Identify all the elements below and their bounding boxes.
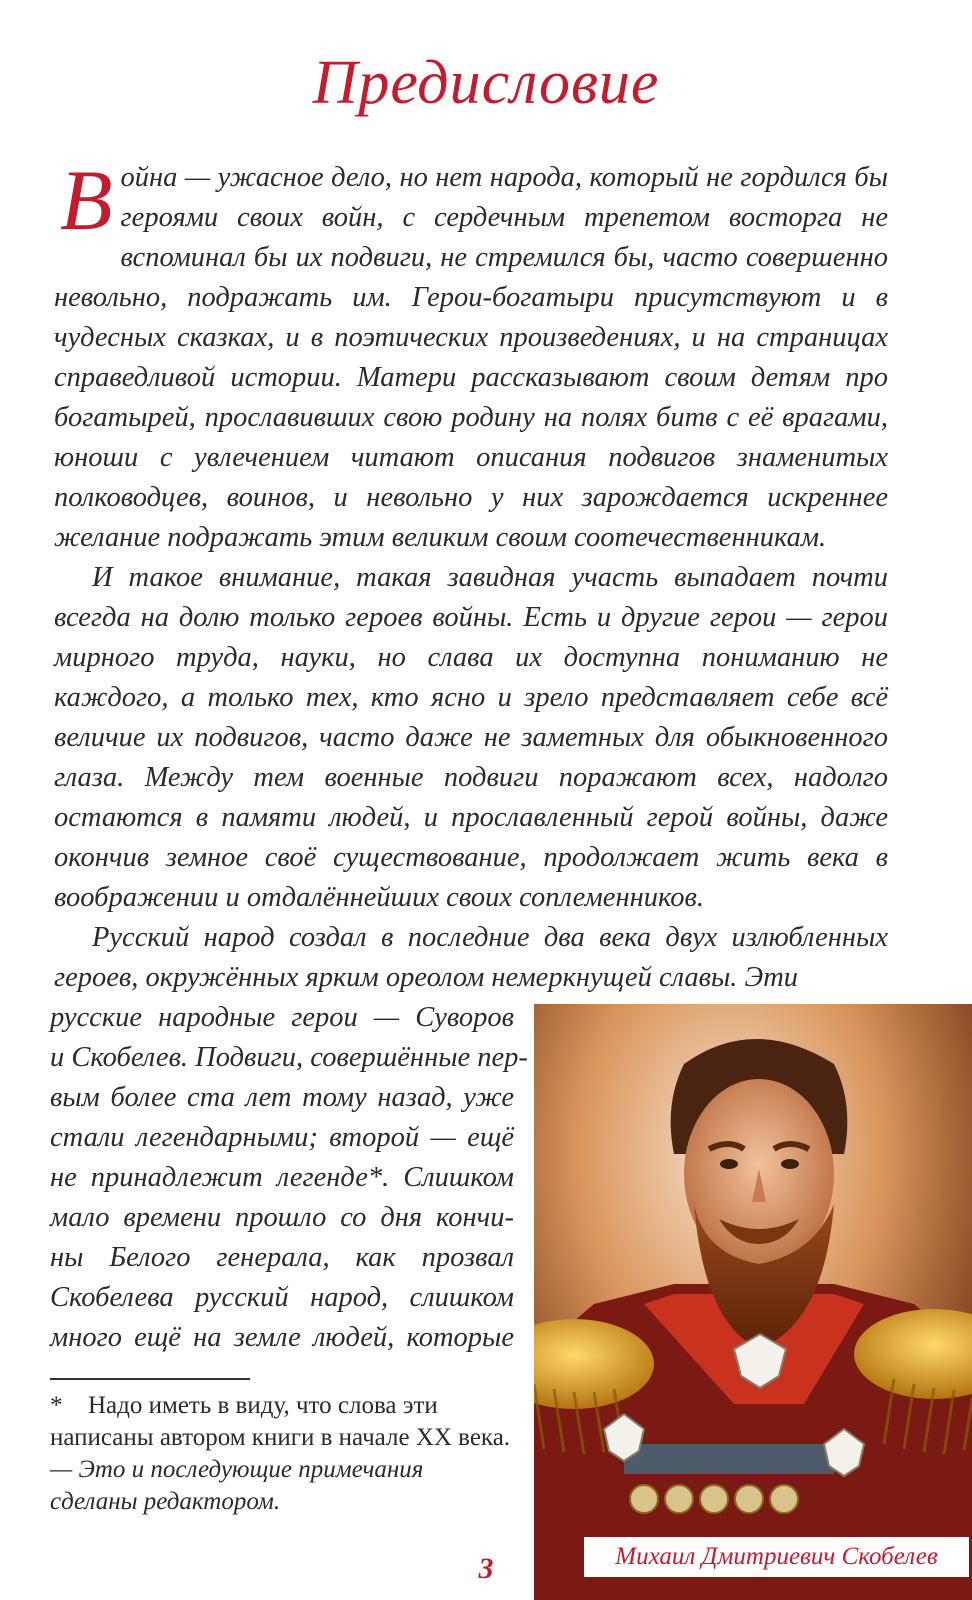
footnote-plain-text: Надо иметь в виду, что слова эти написаны автором книги в начале XX века. [50, 1392, 511, 1451]
narrow-line: и Скобелев. Подвиги, совершённые пер- [50, 1042, 528, 1073]
narrow-line: ны Белого генерала, как прозвал [50, 1242, 514, 1273]
paragraph-3: Русский народ создал в последние два века двух излюбленных героев, окружённых ярким ореолом немеркнущей славы. Эти [54, 922, 888, 993]
main-text [54, 152, 888, 998]
footnote-marker: * [50, 1392, 63, 1419]
narrow-line: мало времени прошло со дня кончи- [50, 1202, 514, 1233]
narrow-line: много ещё на земле людей, которые [50, 1322, 514, 1353]
narrow-line: вым более ста лет тому назад, уже [50, 1082, 514, 1113]
paragraph-2: И такое внимание, такая завидная участь выпадает почти всегда на долю только героев войны. Есть и другие герои — герои мирного труда, науки, но слава их доступна пониманию не каждого, а только тех, кто ясно и зрело представляет себе всё величие их подвигов, часто даже не заметных для обыкновенного глаза. Между тем военные подвиги поражают всех, надолго остаются в памяти людей, и прославленный герой войны, даже окончив земное своё существование, продолжает жить века в воображении и отдалённейших своих соплеменников. [54, 562, 888, 913]
narrow-line: русские народные герои — Суворов [50, 1002, 514, 1033]
footnote-italic-text: — Это и последующие примечания сделаны редактором. [50, 1456, 424, 1515]
portrait-caption: Михаил Дмитриевич Скобелев [584, 1537, 969, 1577]
paragraph-1 [54, 152, 888, 558]
narrow-line: стали легендарными; второй — ещё [50, 1122, 514, 1153]
narrow-line: не принадлежит легенде*. Слишком [50, 1162, 514, 1193]
paragraph-1-text: ойна — ужасное дело, но нет народа, который не гордился бы героями своих войн, с сердечным трепетом восторга не вспоминал бы их подвиги, не стремился бы, часто совершенно невольно, подражать им. Герои-богатыри присутствуют и в чудесных сказках, и в поэтических произведениях, и на страницах справедливой истории. Матери рассказывают своим детям про богатырей, прославивших свою родину на полях битв с её врагами, юноши с увлечением читают описания подвигов знаменитых полководцев, воинов, и невольно у них зарождается искреннее желание подражать этим великим своим соотечественникам. [54, 162, 888, 553]
drop-cap: В [60, 152, 113, 248]
portrait-illustration [534, 1004, 972, 1600]
footnote [50, 1390, 516, 1518]
page-number: 3 [478, 1552, 494, 1585]
narrow-column-text [50, 998, 528, 1358]
portrait-image [534, 1004, 972, 1600]
page-title: Предисловие [312, 49, 660, 117]
narrow-line: Скобелева русский народ, слишком [50, 1282, 514, 1313]
footnote-divider [50, 1378, 250, 1380]
